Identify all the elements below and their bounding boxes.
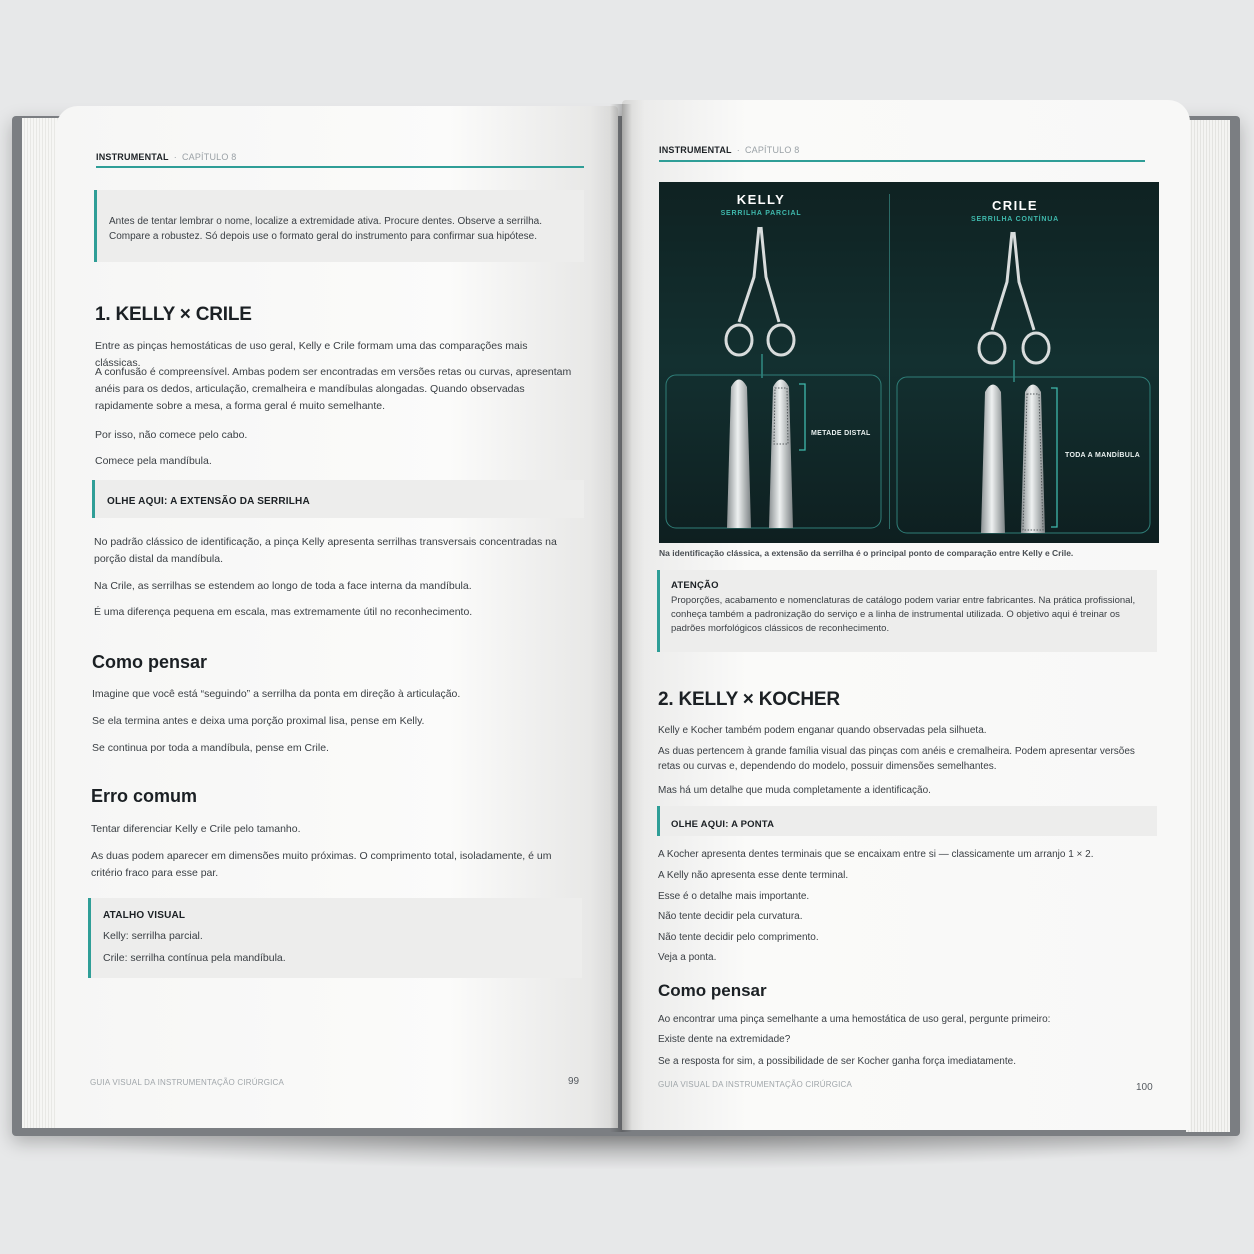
right-page	[622, 100, 1190, 1130]
paragraph: Se ela termina antes e deixa uma porção proximal lisa, pense em Kelly.	[92, 715, 425, 727]
paragraph: A confusão é compreensível. Ambas podem ser encontradas em versões retas ou curvas, apresentam anéis para os dedos, articulação, cremalheira e mandíbulas alongadas. Quando observadas rapidamente sobre a mesa, a forma geral é muito semelhante.	[95, 366, 572, 412]
figure-caption: Na identificação clássica, a extensão da serrilha é o principal ponto de comparação entre Kelly e Crile.	[659, 548, 1074, 558]
paragraph: As duas podem aparecer em dimensões muito próximas. O comprimento total, isoladamente, é um critério fraco para esse par.	[91, 850, 552, 879]
kelly-crile-figure	[659, 182, 1159, 543]
crile-clamp-icon	[979, 232, 1049, 363]
running-header	[659, 145, 799, 155]
attention-callout	[657, 570, 1157, 652]
page-number: 100	[1136, 1082, 1153, 1093]
paragraph: Comece pela mandíbula.	[95, 455, 212, 467]
paragraph: Tentar diferenciar Kelly e Crile pelo tamanho.	[91, 823, 301, 835]
attention-title: ATENÇÃO	[671, 580, 719, 591]
think-title: Como pensar	[92, 652, 208, 672]
paragraph: A Kelly não apresenta esse dente terminal.	[658, 870, 849, 881]
look-here-callout	[657, 806, 1157, 836]
attention-text: Proporções, acabamento e nomenclaturas de catálogo podem variar entre fabricantes. Na prática profissional, conheça também a padronização do serviço e a linha de instrumental utilizada. O objetivo aqui é treinar os padrões morfológicos clássicos de reconhecimento.	[671, 595, 1136, 634]
section-title: 1. KELLY × CRILE	[95, 304, 252, 325]
paragraph: Kelly e Kocher também podem enganar quando observadas pela silhueta.	[658, 725, 987, 736]
paragraph: Existe dente na extremidade?	[658, 1034, 791, 1045]
intro-callout	[94, 190, 584, 262]
look-here-label: OLHE AQUI: A EXTENSÃO DA SERRILHA	[107, 496, 310, 507]
look-here-callout	[92, 480, 584, 518]
paragraph: A Kocher apresenta dentes terminais que se encaixam entre si — classicamente um arranjo 1 × 2.	[658, 849, 1094, 860]
paragraph: Não tente decidir pela curvatura.	[658, 911, 803, 922]
shortcut-line: Crile: serrilha contínua pela mandíbula.	[103, 952, 286, 964]
paragraph: Veja a ponta.	[658, 952, 717, 963]
figure-kelly-tag: METADE DISTAL	[811, 430, 871, 437]
paragraph: Na Crile, as serrilhas se estendem ao longo de toda a face interna da mandíbula.	[94, 580, 472, 592]
page-footer: GUIA VISUAL DA INSTRUMENTAÇÃO CIRÚRGICA	[658, 1080, 853, 1089]
think-title: Como pensar	[658, 981, 767, 1000]
error-title: Erro comum	[91, 786, 198, 806]
figure-kelly-title: KELLY	[736, 192, 786, 207]
crile-jaw-left	[981, 385, 1005, 534]
right-page-stack	[1186, 120, 1230, 1132]
paragraph: As duas pertencem à grande família visual das pinças com anéis e cremalheira. Podem apresentar versões retas ou curvas e, dependendo do modelo, possuir dimensões semelhantes.	[658, 746, 1135, 772]
header-title: INSTRUMENTAL	[96, 152, 169, 162]
intro-callout-text: Antes de tentar lembrar o nome, localize a extremidade ativa. Procure dentes. Observe a serrilha. Compare a robustez. Só depois use o formato geral do instrumento para confirmar sua hipótese.	[109, 216, 542, 242]
page-footer: GUIA VISUAL DA INSTRUMENTAÇÃO CIRÚRGICA	[90, 1078, 285, 1087]
figure-illustration	[659, 182, 1159, 543]
kelly-jaw-left	[727, 380, 751, 529]
header-chapter: CAPÍTULO 8	[744, 145, 800, 155]
header-chapter: CAPÍTULO 8	[181, 152, 237, 162]
kelly-clamp-icon	[726, 227, 794, 355]
kelly-bracket	[799, 384, 805, 450]
crile-jaw-right	[1021, 385, 1045, 534]
look-here-label: OLHE AQUI: A PONTA	[671, 819, 775, 830]
header-rule	[659, 160, 1145, 162]
figure-kelly-subtitle: SERRILHA PARCIAL	[720, 210, 802, 217]
crile-bracket	[1051, 388, 1057, 527]
header-separator: ·	[736, 145, 740, 155]
shortcut-line: Kelly: serrilha parcial.	[103, 930, 203, 942]
paragraph: Ao encontrar uma pinça semelhante a uma hemostática de uso geral, pergunte primeiro:	[658, 1014, 1051, 1025]
page-number: 99	[568, 1076, 580, 1087]
paragraph: No padrão clássico de identificação, a pinça Kelly apresenta serrilhas transversais concentradas na porção distal da mandíbula.	[94, 536, 557, 565]
paragraph: Entre as pinças hemostáticas de uso geral, Kelly e Crile formam uma das comparações mais clássicas.	[95, 340, 528, 369]
paragraph: Se a resposta for sim, a possibilidade de ser Kocher ganha força imediatamente.	[658, 1056, 1016, 1067]
kelly-jaw-right	[769, 380, 793, 529]
paragraph: Por isso, não comece pelo cabo.	[95, 429, 248, 441]
book-gutter	[610, 104, 632, 1132]
paragraph: Esse é o detalhe mais importante.	[658, 891, 810, 902]
paragraph: Se continua por toda a mandíbula, pense em Crile.	[92, 742, 329, 754]
shortcut-title: ATALHO VISUAL	[103, 910, 186, 921]
paragraph: Não tente decidir pelo comprimento.	[658, 932, 819, 943]
header-separator: ·	[173, 152, 177, 162]
section-title: 2. KELLY × KOCHER	[658, 689, 840, 710]
figure-crile-tag: TODA A MANDÍBULA	[1065, 452, 1141, 459]
running-header	[96, 152, 236, 162]
figure-crile-subtitle: SERRILHA CONTÍNUA	[970, 216, 1059, 223]
header-title: INSTRUMENTAL	[659, 145, 732, 155]
header-rule	[96, 166, 584, 168]
left-page	[56, 106, 618, 1128]
paragraph: Mas há um detalhe que muda completamente a identificação.	[658, 785, 931, 796]
paragraph: É uma diferença pequena em escala, mas extremamente útil no reconhecimento.	[94, 606, 473, 618]
paragraph: Imagine que você está “seguindo” a serrilha da ponta em direção à articulação.	[92, 688, 461, 700]
shortcut-callout	[88, 898, 582, 978]
figure-crile-title: CRILE	[992, 198, 1038, 213]
